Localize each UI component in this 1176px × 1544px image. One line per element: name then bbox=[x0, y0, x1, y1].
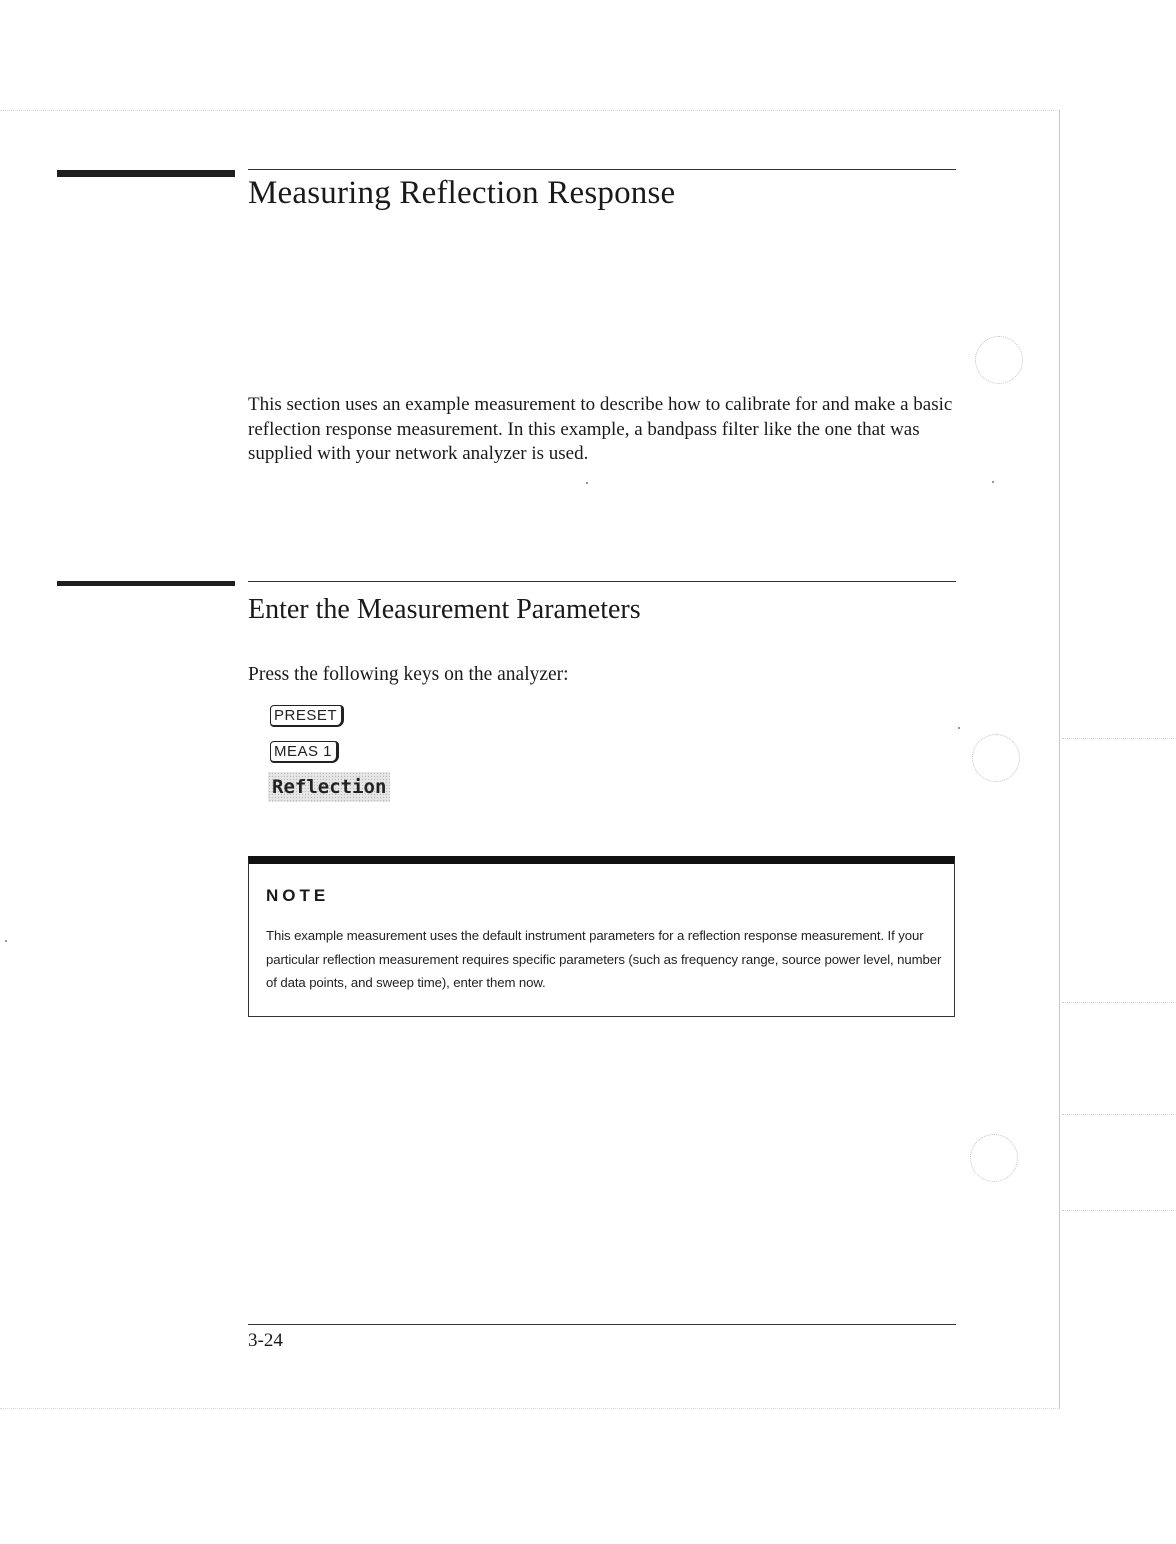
binder-hole bbox=[970, 1134, 1018, 1182]
footer-rule bbox=[248, 1324, 956, 1325]
note-box bbox=[248, 856, 955, 1017]
binder-hole bbox=[975, 336, 1023, 384]
intro-paragraph: This section uses an example measurement to describe how to calibrate for and make a basic reflection response measurement. In this example, a bandpass filter like the one that was supplied with your network analyzer is used. bbox=[248, 394, 953, 464]
subsection-marker-bar bbox=[57, 581, 235, 586]
binder-hole bbox=[972, 734, 1020, 782]
instruction-text: Press the following keys on the analyzer: bbox=[248, 664, 569, 685]
page-edge-right bbox=[1059, 110, 1060, 1408]
binder-tab-edge bbox=[1062, 738, 1174, 739]
reflection-softkey: Reflection bbox=[268, 772, 390, 802]
scan-speck bbox=[5, 940, 7, 942]
subsection-rule bbox=[248, 581, 956, 582]
scan-speck bbox=[992, 481, 994, 483]
preset-key: PRESET bbox=[270, 705, 344, 727]
page-edge-bottom bbox=[0, 1408, 1060, 1409]
section-title: Measuring Reflection Response bbox=[248, 175, 676, 211]
subsection-title: Enter the Measurement Parameters bbox=[248, 594, 641, 625]
scan-speck bbox=[958, 727, 960, 729]
meas1-key: MEAS 1 bbox=[270, 741, 339, 763]
note-text: This example measurement uses the default instrument parameters for a reflection response measurement. If your particular reflection measurement requires specific parameters (such as frequency range, source power level, number of data points, and sweep time), enter them now. bbox=[266, 928, 942, 990]
section-marker-bar bbox=[57, 170, 235, 177]
section-rule bbox=[248, 169, 956, 170]
binder-tab-edge bbox=[1062, 1114, 1174, 1115]
page-number: 3-24 bbox=[248, 1330, 283, 1351]
scan-speck bbox=[586, 482, 588, 484]
binder-tab-edge bbox=[1062, 1210, 1174, 1211]
note-label: NOTE bbox=[266, 886, 330, 905]
page-edge-top bbox=[0, 110, 1060, 111]
binder-tab-edge bbox=[1062, 1002, 1174, 1003]
